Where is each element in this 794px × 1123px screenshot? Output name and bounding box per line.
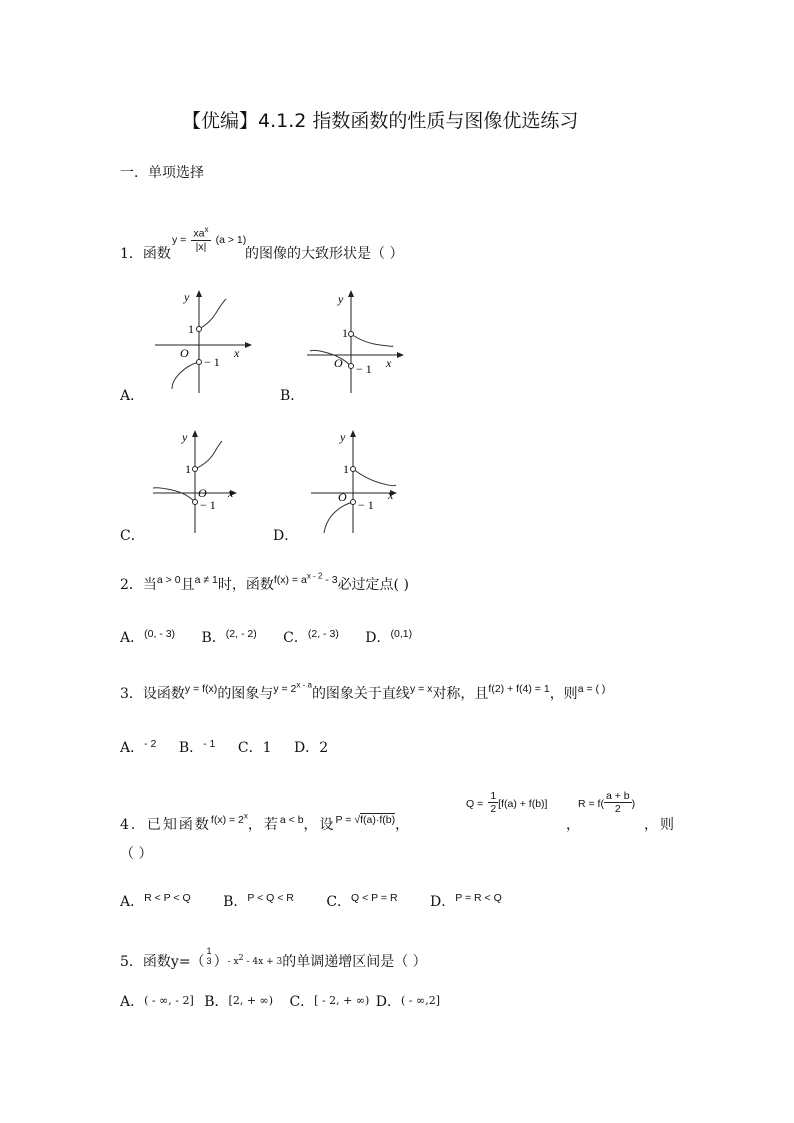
q2-options: [120, 627, 412, 647]
q4-q-formula: Q = $\frac{1}{2}$ [f(a) + f(b)]: [466, 790, 548, 815]
graph-a-neg-one: − 1: [204, 355, 220, 369]
graph-b-origin: O: [334, 356, 343, 370]
graph-b-one: 1: [342, 326, 348, 340]
graph-d-one: 1: [343, 462, 349, 476]
graph-c: [150, 425, 260, 539]
q1-formula-cond: (a > 1): [215, 233, 247, 246]
graph-d-neg-one: − 1: [358, 498, 374, 512]
q4-r-formula: R = f( $\frac{a + b}{2}$ ): [578, 790, 636, 815]
q2-option-b: B．$^{(2, - 2)}$: [201, 628, 257, 646]
q1-prefix: 1．函数: [120, 246, 171, 262]
q3-option-d: D．2: [293, 740, 329, 756]
q4-option-c: C．$^{Q < P = R}$: [326, 892, 398, 910]
q1-option-d-label: D．: [273, 528, 299, 544]
q3-option-c: C．1: [237, 740, 272, 756]
graph-d-y-label: y: [340, 430, 346, 444]
q2-stem: 2．当$^{a > 0}$且$^{a \ne 1}$时，函数$^{f(x) = a^{x - 2} - 3}$必过定点( ): [120, 571, 409, 593]
q4-options: [120, 891, 502, 911]
q1-formula: [172, 224, 246, 253]
graph-a-one: 1: [188, 322, 194, 336]
graph-c-neg-one: − 1: [200, 498, 216, 512]
q2-option-c: C．$^{(2, - 3)}$: [283, 628, 339, 646]
page-title: 【优编】4.1.2 指数函数的性质与图像优选练习: [182, 110, 579, 132]
q4-then: ，则: [644, 817, 676, 833]
q5-option-a: A．( - ∞, - 2]: [120, 994, 194, 1010]
q5-stem: 5．函数y=（ 1 3 ）- $x^2 - 4x + 3$的单调递增区间是（ ）: [120, 946, 427, 970]
q5-option-b: B．[2, + ∞): [204, 994, 273, 1010]
q1-suffix: 的图像的大致形状是（ ）: [245, 246, 404, 262]
section-heading: 一．单项选择: [120, 165, 204, 181]
graph-b-neg-one: − 1: [356, 362, 372, 376]
graph-b-x-label: x: [386, 356, 392, 370]
graph-c-one: 1: [185, 462, 191, 476]
q4-option-a: A．$^{R < P < Q}$: [120, 892, 191, 910]
q5-option-d: D．( - ∞,2]: [375, 994, 440, 1010]
graph-b-y-label: y: [338, 292, 344, 306]
graph-c-y-label: y: [182, 430, 188, 444]
graph-a-y-label: y: [184, 290, 190, 304]
q1-option-c-label: C．: [120, 528, 145, 544]
graph-a-x-label: x: [234, 346, 240, 360]
q3-stem: 3．设函数$^{y = f(x)}$的图象与$^{y = 2^{x - a}}$的图象关于直线$^{y = x}$对称，且$^{f(2) + f(4) = 1}$，则$^{a = ( )}$: [120, 680, 606, 702]
q4-option-d: D．$^{P = R < Q}$: [430, 892, 502, 910]
q5-option-c: C．[ - 2, + ∞): [289, 994, 370, 1010]
graph-d: [308, 425, 418, 539]
q1-formula-fraction: $\frac{xa^x}{|x|}$: [193, 225, 209, 253]
graph-b: [302, 285, 412, 399]
q3-option-b: B．$^{- 1}$: [178, 738, 216, 756]
q1-option-a-label: A．: [120, 388, 145, 404]
q4-option-b: B．$^{P < Q < R}$: [223, 892, 294, 910]
q4-stem: 4．已知函数$^{f(x) = 2^x}$，若$^{a < b}$，设$^{P = √f(a)\cdot f(b)}$，: [120, 811, 412, 833]
graph-a-origin: O: [180, 346, 189, 360]
graph-c-x-label: x: [228, 486, 234, 500]
q1-option-b-label: B．: [280, 388, 305, 404]
q2-option-d: D．$^{(0,1)}$: [365, 628, 413, 646]
q4-bracket: （ ）: [120, 846, 153, 862]
q3-option-a: A．$^{- 2}$: [120, 738, 157, 756]
q1-formula-lhs: y =: [172, 233, 187, 246]
graph-d-x-label: x: [388, 488, 394, 502]
q5-options: [120, 991, 440, 1011]
q3-options: [120, 737, 328, 757]
q2-option-a: A．$^{(0, - 3)}$: [120, 628, 176, 646]
graph-c-origin: O: [198, 486, 207, 500]
graph-a: [150, 285, 260, 399]
graph-d-origin: O: [338, 490, 347, 504]
q4-comma: ，: [566, 817, 580, 833]
